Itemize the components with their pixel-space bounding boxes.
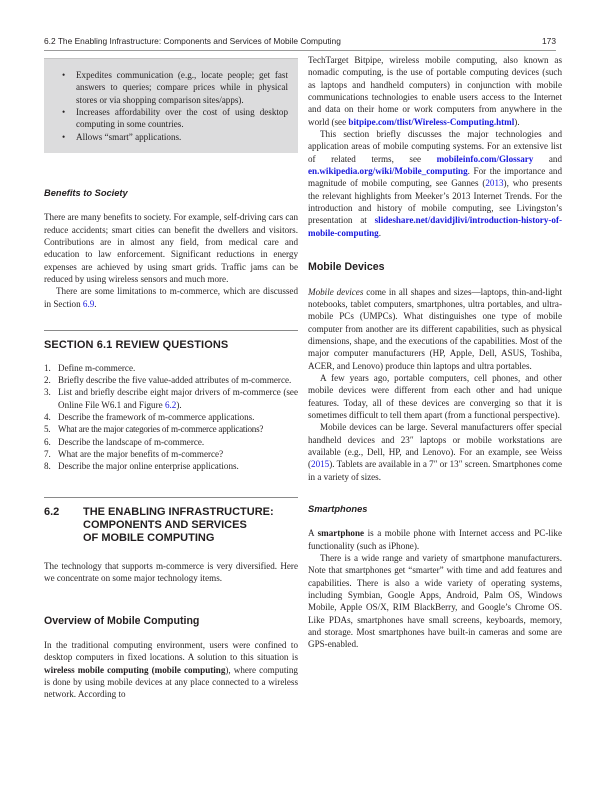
list-item — [44, 362, 298, 374]
list-item: • Expedites communication (e.g., locate people; get fast answers to queries; compare prices while in physical stores or via shopping comparison sites/apps). — [62, 69, 288, 106]
smartphones-heading: Smartphones — [308, 504, 368, 514]
bitpipe-paragraph — [308, 54, 562, 128]
section-title-line: OF MOBILE COMPUTING — [83, 532, 215, 545]
text: ). Tablets are available in a 7″ or 13″ screen. Smartphones come in a variety of sizes. — [308, 459, 562, 482]
smartphone-variety-paragraph: There is a wide range and variety of smartphone manufacturers. Note that smartphones get “smarter” with time and add features and capabilities. There is also a wide variety of operating systems, including Symbian, Google Apps, Android, Palm OS, Windows Mobile, Apple OS/X, RIM BlackBerry, and Google’s Chrome OS. Like PDAs, smartphones have small screens, keyboards, memory, and storage. Most smartphones have built-in cameras and some are GPS-enabled. — [308, 553, 562, 650]
text: A — [308, 528, 318, 539]
section-title-line: COMPONENTS AND SERVICES — [83, 519, 247, 531]
list-item — [44, 423, 298, 435]
term-italic: Mobile devices — [308, 286, 364, 297]
list-item: • Allows “smart” applications. — [62, 131, 288, 143]
bitpipe-link[interactable]: bitpipe.com/tlist/Wireless-Computing.html — [348, 116, 515, 127]
text: In the traditional computing environment, users were confined to desktop computers in fixed locations. A solution to this situation is — [44, 639, 298, 663]
slideshare-link[interactable]: slideshare.net/davidjlivi/introduction-history-of-mobile-computing — [308, 215, 562, 238]
review-divider — [44, 330, 298, 331]
device-sizes-paragraph — [308, 421, 562, 483]
text: This section briefly discusses the major technologies and application areas of mobile computing systems. For an extensive list of related terms, see — [308, 129, 562, 164]
review-questions-list — [44, 362, 298, 473]
benefits-society-paragraph: There are many benefits to society. For example, self-driving cars can reduce accidents; smart cities can benefit the dwellers and visitors. Contributions are in almost any field, from medical care and education to law enforcement. Significant reductions in energy expenses are achieved by using smart grids. Traffic jams can be reduced by using wireless sensors and much more. — [44, 212, 298, 285]
section-heading — [44, 506, 298, 546]
overview-links-paragraph — [308, 128, 562, 239]
section-title — [83, 506, 274, 546]
text: . — [378, 227, 382, 238]
benefits-list — [54, 69, 288, 143]
item-text: What are the major categories of m-commerce applications? — [58, 424, 264, 435]
text: TechTarget Bitpipe, wireless mobile computing, also known as nomadic computing, is the use of portable computing devices (such as laptops and handheld computers) in conjunction with mobile communications technologies to enable users access to the Internet and data on their home or work computers from anywhere in the world (see — [308, 55, 562, 127]
text: and — [533, 153, 563, 164]
item-number: 5. — [44, 424, 51, 435]
mobile-devices-heading: Mobile Devices — [308, 261, 385, 274]
review-title: SECTION 6.1 REVIEW QUESTIONS — [44, 339, 229, 352]
item-text: Describe the landscape of m-commerce. — [58, 436, 205, 447]
mobile-devices-paragraph — [308, 286, 562, 372]
item-number: 7. — [44, 448, 51, 459]
term-bold: wireless mobile computing — [44, 664, 149, 675]
text: . — [94, 298, 97, 309]
section-title-line: THE ENABLING INFRASTRUCTURE: — [83, 505, 274, 518]
section-divider — [44, 497, 298, 498]
text: . For the importance and magnitude of mobile computing, see Gannes ( — [308, 166, 562, 189]
list-item — [44, 460, 298, 472]
text: is a mobile phone with Internet access and PC-like functionality (such as iPhone). — [308, 528, 562, 551]
item-text: Describe the framework of m-commerce applications. — [58, 411, 255, 422]
item-text: What are the major benefits of m-commerce? — [58, 448, 224, 459]
list-item — [44, 374, 298, 386]
item-text: Describe the major online enterprise applications. — [58, 461, 239, 472]
mobileinfo-link[interactable]: mobileinfo.com/Glossary — [436, 153, 534, 164]
overview-paragraph — [44, 639, 298, 701]
section-link[interactable]: 6.9 — [82, 298, 95, 309]
text: ), where computing is done by using mobile devices at any place connected to a wireless network. According to — [44, 664, 298, 700]
benefits-society-heading: Benefits to Society — [44, 188, 128, 199]
limitations-paragraph — [44, 285, 298, 310]
text: There are some limitations to m-commerce, which are discussed in Section — [44, 286, 298, 309]
citation-link[interactable]: 2015 — [311, 459, 330, 470]
smartphone-definition — [308, 527, 562, 552]
text: come in all shapes and sizes—laptops, thin-and-light notebooks, tablet computers, smartphones, ultra portables, and ultra-mobile PCs (UMPCs). What distinguishes one type of mobile computer from another are its different capabilities, such as physical dimensions, shape, and the executions of the capabilities. Most of the major computer manufacturers (HP, Apple, Dell, ASUS, Toshiba, ACER, and Lenovo) produce thin laptops and ultra portables. — [308, 286, 562, 371]
text: Mobile devices can be large. Several manufacturers offer special handheld devices and 23″ laptops or mobile workstations are available (e.g., Dell, HP, and Lenovo). For an example, see Weiss ( — [308, 422, 562, 470]
left-column — [44, 54, 298, 701]
figure-link[interactable]: 6.2 — [164, 399, 177, 410]
list-item — [44, 386, 298, 411]
item-number: 8. — [44, 461, 51, 472]
item-number: 4. — [44, 411, 51, 422]
section-intro: The technology that supports m-commerce is very diversified. Here we concentrate on some major technology items. — [44, 560, 298, 584]
list-item — [44, 411, 298, 423]
overview-heading: Overview of Mobile Computing — [44, 614, 200, 627]
item-text: List and briefly describe eight major drivers of m-commerce (see Online File W6.1 and Figure — [58, 387, 298, 410]
item-text: Define m-commerce. — [58, 362, 136, 373]
term-bold: smartphone — [317, 528, 365, 539]
list-item — [44, 436, 298, 448]
text: ). — [514, 116, 520, 127]
text: ), who presents the relevant highlights from Meeker’s 2013 Internet Trends. For the introduction and history of mobile computing, see Livingston’s presentation at — [308, 178, 562, 226]
term-bold: mobile computing — [154, 664, 226, 675]
right-column — [308, 54, 562, 651]
section-number: 6.2 — [44, 505, 60, 518]
item-text: Briefly describe the five value-added attributes of m-commerce. — [58, 374, 292, 385]
text: ( — [148, 664, 155, 675]
item-number: 1. — [44, 362, 51, 373]
item-number: 3. — [44, 387, 51, 398]
page-number: 173 — [542, 36, 556, 46]
running-head — [44, 34, 556, 51]
benefits-box — [44, 58, 298, 153]
item-number: 6. — [44, 436, 51, 447]
item-text: ). — [176, 399, 182, 410]
item-number: 2. — [44, 374, 51, 385]
list-item: • Increases affordability over the cost of using desktop computing in some countries. — [62, 106, 288, 131]
wikipedia-link[interactable]: en.wikipedia.org/wiki/Mobile_computing — [308, 166, 468, 177]
citation-link[interactable]: 2013 — [485, 178, 504, 189]
convergence-paragraph: A few years ago, portable computers, cell phones, and other mobile devices were different from each other and had unique features. Today, all of these devices are converging so that it is sometimes difficult to tell them apart (from a functional perspective). — [308, 372, 562, 420]
running-head-section: 6.2 The Enabling Infrastructure: Components and Services of Mobile Computing — [44, 36, 341, 46]
list-item — [44, 448, 298, 460]
